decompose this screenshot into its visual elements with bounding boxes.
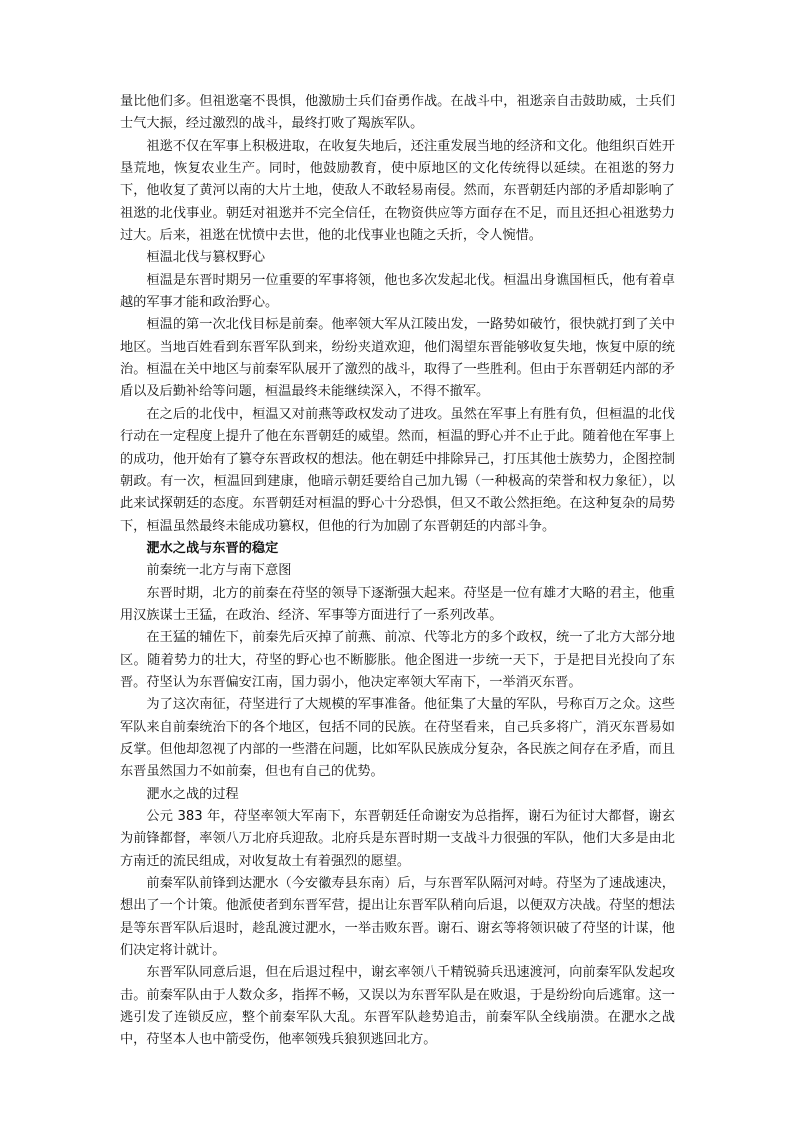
section-heading: 淝水之战与东晋的稳定 <box>146 540 279 556</box>
subheading: 淝水之战的过程 <box>146 786 239 802</box>
body-paragraph: 量比他们多。但祖逖毫不畏惧，他激励士兵们奋勇作战。在战斗中，祖逖亲自击鼓助威，士兵们士气大振，经过激烈的战斗，最终打败了羯族军队。 <box>120 94 675 132</box>
document-page <box>120 91 675 1052</box>
body-paragraph: 桓温是东晋时期另一位重要的军事将领，他也多次发起北伐。桓温出身谯国桓氏，他有着卓越的军事才能和政治野心。 <box>120 272 675 311</box>
body-paragraph: 前秦军队前锋到达淝水（今安徽寿县东南）后，与东晋军队隔河对峙。苻坚为了速战速决，想出了一个计策。他派使者到东晋军营，提出让东晋军队稍向后退，以便双方决战。苻坚的想法是等东晋军队后退时，趁乱渡过淝水，一举击败东晋。谢石、谢玄等将领识破了苻坚的计谋，他们决定将计就计。 <box>120 876 675 959</box>
subheading: 前秦统一北方与南下意图 <box>146 563 292 579</box>
body-paragraph: 公元 383 年，苻坚率领大军南下，东晋朝廷任命谢安为总指挥，谢石为征讨大都督，谢玄为前锋都督，率领八万北府兵迎敌。北府兵是东晋时期一支战斗力很强的军队，他们大多是由北方南迁的流民组成，对收复故土有着强烈的愿望。 <box>120 809 675 869</box>
body-paragraph: 桓温的第一次北伐目标是前秦。他率领大军从江陵出发，一路势如破竹，很快就打到了关中地区。当地百姓看到东晋军队到来，纷纷夹道欢迎，他们渴望东晋能够收复失地，恢复中原的统治。桓温在关中地区与前秦军队展开了激烈的战斗，取得了一些胜利。但由于东晋朝廷内部的矛盾以及后勤补给等问题，桓温最终未能继续深入，不得不撤军。 <box>120 317 675 400</box>
body-paragraph: 在之后的北伐中，桓温又对前燕等政权发动了进攻。虽然在军事上有胜有负，但桓温的北伐行动在一定程度上提升了他在东晋朝廷的威望。然而，桓温的野心并不止于此。随着他在军事上的成功，他开始有了篡夺东晋政权的想法。他在朝廷中排除异己，打压其他士族势力，企图控制朝政。有一次，桓温回到建康，他暗示朝廷要给自己加九锡（一种极高的荣誉和权力象征），以此来试探朝廷的态度。东晋朝廷对桓温的野心十分恐惧，但又不敢公然拒绝。在这种复杂的局势下，桓温虽然最终未能成功篡权，但他的行为加剧了东晋朝廷的内部斗争。 <box>120 406 675 534</box>
body-paragraph: 祖逖不仅在军事上积极进取，在收复失地后，还注重发展当地的经济和文化。他组织百姓开垦荒地，恢复农业生产。同时，他鼓励教育，使中原地区的文化传统得以延续。在祖逖的努力下，他收复了黄河以南的大片土地，使敌人不敢轻易南侵。然而，东晋朝廷内部的矛盾却影响了祖逖的北伐事业。朝廷对祖逖并不完全信任，在物资供应等方面存在不足，而且还担心祖逖势力过大。后来，祖逖在忧愤中去世，他的北伐事业也随之夭折，令人惋惜。 <box>120 138 675 244</box>
body-paragraph: 东晋军队同意后退，但在后退过程中，谢玄率领八千精锐骑兵迅速渡河，向前秦军队发起攻击。前秦军队由于人数众多，指挥不畅，又误以为东晋军队是在败退，于是纷纷向后逃窜。这一逃引发了连锁反应，整个前秦军队大乱。东晋军队趁势追击，前秦军队全线崩溃。在淝水之战中，苻坚本人也中箭受伤，他率领残兵狼狈逃回北方。 <box>120 965 675 1048</box>
body-paragraph: 在王猛的辅佐下，前秦先后灭掉了前燕、前凉、代等北方的多个政权，统一了北方大部分地区。随着势力的壮大，苻坚的野心也不断膨胀。他企图进一步统一天下，于是把目光投向了东晋。苻坚认为东晋偏安江南，国力弱小，他决定率领大军南下，一举消灭东晋。 <box>120 630 675 690</box>
body-paragraph: 为了这次南征，苻坚进行了大规模的军事准备。他征集了大量的军队，号称百万之众。这些军队来自前秦统治下的各个地区，包括不同的民族。在苻坚看来，自己兵多将广，消灭东晋易如反掌。但他却忽视了内部的一些潜在问题，比如军队民族成分复杂，各民族之间存在矛盾，而且东晋虽然国力不如前秦，但也有自己的优势。 <box>120 697 675 780</box>
subheading: 桓温北伐与篡权野心 <box>146 250 266 266</box>
body-paragraph: 东晋时期，北方的前秦在苻坚的领导下逐渐强大起来。苻坚是一位有雄才大略的君主，他重用汉族谋士王猛，在政治、经济、军事等方面进行了一系列改革。 <box>120 585 675 623</box>
